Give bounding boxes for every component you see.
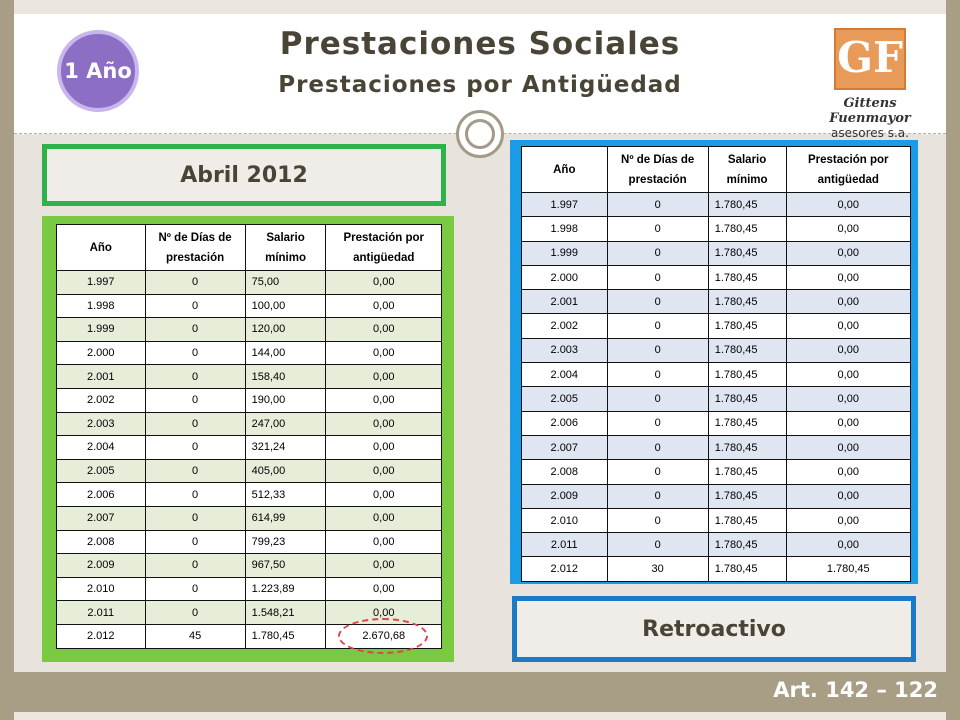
- table-row: [522, 338, 911, 362]
- benefit-cell: 0,00: [786, 338, 911, 362]
- days-cell: 0: [607, 241, 708, 265]
- days-cell: 0: [607, 265, 708, 289]
- table-row: [57, 318, 442, 342]
- benefit-cell: 1.780,45: [786, 557, 911, 581]
- benefit-cell: 0,00: [326, 530, 442, 554]
- benefit-cell: 2.670,68: [326, 624, 442, 648]
- benefit-cell: 0,00: [326, 459, 442, 483]
- benefit-cell: 0,00: [786, 411, 911, 435]
- year-cell: 2.009: [522, 484, 608, 508]
- year-cell: 2.010: [57, 577, 146, 601]
- benefit-cell: 0,00: [326, 412, 442, 436]
- salary-cell: 512,33: [245, 483, 326, 507]
- retroactivo-table: [521, 146, 911, 582]
- page-subtitle: Prestaciones por Antigüedad: [278, 72, 682, 98]
- table-row: [522, 314, 911, 338]
- table-row: [57, 341, 442, 365]
- highlight-circle: [338, 618, 428, 654]
- year-cell: 2.012: [522, 557, 608, 581]
- salary-cell: 1.548,21: [245, 601, 326, 625]
- days-cell: 0: [145, 577, 245, 601]
- benefit-cell: 0,00: [786, 193, 911, 217]
- days-cell: 45: [145, 624, 245, 648]
- salary-cell: 1.223,89: [245, 577, 326, 601]
- table-row: [57, 436, 442, 460]
- days-cell: 0: [607, 411, 708, 435]
- year-cell: 1.998: [57, 294, 146, 318]
- col-header-year: Año: [57, 225, 146, 271]
- benefit-cell: 0,00: [326, 554, 442, 578]
- days-cell: 0: [145, 318, 245, 342]
- col-header-days: Nº de Días de prestación: [607, 147, 708, 193]
- salary-cell: 1.780,45: [708, 484, 786, 508]
- salary-cell: 1.780,45: [708, 193, 786, 217]
- benefit-cell: 0,00: [326, 318, 442, 342]
- benefit-cell: 0,00: [786, 265, 911, 289]
- days-cell: 0: [145, 436, 245, 460]
- table-row: [522, 193, 911, 217]
- year-cell: 2.000: [522, 265, 608, 289]
- benefit-cell: 0,00: [786, 533, 911, 557]
- year-cell: 1.997: [522, 193, 608, 217]
- col-header-benefit: Prestación por antigüedad: [326, 225, 442, 271]
- benefit-cell: 0,00: [786, 508, 911, 532]
- salary-cell: 1.780,45: [708, 460, 786, 484]
- table-row: [522, 435, 911, 459]
- year-cell: 1.997: [57, 271, 146, 295]
- salary-cell: 321,24: [245, 436, 326, 460]
- salary-cell: 75,00: [245, 271, 326, 295]
- benefit-cell: 0,00: [786, 217, 911, 241]
- salary-cell: 120,00: [245, 318, 326, 342]
- table-row: [522, 484, 911, 508]
- table-header-row: [57, 225, 442, 271]
- salary-cell: 614,99: [245, 506, 326, 530]
- days-cell: 0: [607, 193, 708, 217]
- year-cell: 2.001: [57, 365, 146, 389]
- salary-cell: 144,00: [245, 341, 326, 365]
- days-cell: 0: [607, 435, 708, 459]
- salary-cell: 1.780,45: [708, 508, 786, 532]
- table-row: [522, 533, 911, 557]
- year-badge: 1 Año: [57, 30, 139, 112]
- right-frame-strip: [946, 0, 960, 720]
- benefit-cell: 0,00: [326, 601, 442, 625]
- table-row: [57, 483, 442, 507]
- days-cell: 0: [145, 388, 245, 412]
- year-cell: 2.007: [522, 435, 608, 459]
- year-cell: 2.004: [57, 436, 146, 460]
- salary-cell: 247,00: [245, 412, 326, 436]
- year-cell: 2.011: [522, 533, 608, 557]
- antiguedad-table: [56, 224, 442, 649]
- benefit-cell: 0,00: [786, 363, 911, 387]
- days-cell: 0: [607, 533, 708, 557]
- table-row: [57, 577, 442, 601]
- table-row: [57, 506, 442, 530]
- page-title: Prestaciones Sociales: [279, 26, 681, 62]
- year-cell: 2.005: [57, 459, 146, 483]
- days-cell: 0: [145, 271, 245, 295]
- table-row: [522, 460, 911, 484]
- days-cell: 0: [145, 341, 245, 365]
- days-cell: 0: [607, 387, 708, 411]
- benefit-cell: 0,00: [326, 506, 442, 530]
- days-cell: 0: [145, 412, 245, 436]
- retroactivo-label: Retroactivo: [512, 596, 916, 662]
- col-header-days: Nº de Días de prestación: [145, 225, 245, 271]
- days-cell: 0: [607, 484, 708, 508]
- benefit-cell: 0,00: [326, 388, 442, 412]
- table-row: [57, 271, 442, 295]
- days-cell: 0: [145, 365, 245, 389]
- ring-ornament-icon: [456, 110, 504, 158]
- salary-cell: 1.780,45: [708, 411, 786, 435]
- benefit-cell: 0,00: [786, 241, 911, 265]
- col-header-salary: Salario mínimo: [708, 147, 786, 193]
- benefit-cell: 0,00: [786, 435, 911, 459]
- table-row: [522, 363, 911, 387]
- days-cell: 0: [145, 506, 245, 530]
- year-cell: 2.006: [57, 483, 146, 507]
- days-cell: 0: [145, 530, 245, 554]
- days-cell: 0: [145, 601, 245, 625]
- col-header-year: Año: [522, 147, 608, 193]
- year-cell: 2.011: [57, 601, 146, 625]
- year-cell: 2.007: [57, 506, 146, 530]
- year-cell: 2.009: [57, 554, 146, 578]
- col-header-salary: Salario mínimo: [245, 225, 326, 271]
- col-header-benefit: Prestación por antigüedad: [786, 147, 911, 193]
- year-cell: 2.002: [57, 388, 146, 412]
- year-cell: 2.001: [522, 290, 608, 314]
- days-cell: 0: [607, 508, 708, 532]
- table-row: [522, 411, 911, 435]
- table-row: [57, 388, 442, 412]
- table-row: [57, 459, 442, 483]
- days-cell: 0: [607, 460, 708, 484]
- table-row: [57, 365, 442, 389]
- benefit-cell: 0,00: [326, 483, 442, 507]
- table-row: [57, 412, 442, 436]
- days-cell: 0: [145, 459, 245, 483]
- month-label: Abril 2012: [42, 144, 446, 206]
- salary-cell: 1.780,45: [708, 363, 786, 387]
- year-cell: 2.003: [522, 338, 608, 362]
- benefit-cell: 0,00: [786, 387, 911, 411]
- salary-cell: 799,23: [245, 530, 326, 554]
- salary-cell: 1.780,45: [708, 557, 786, 581]
- year-cell: 2.008: [57, 530, 146, 554]
- days-cell: 0: [607, 290, 708, 314]
- days-cell: 0: [607, 217, 708, 241]
- salary-cell: 1.780,45: [708, 265, 786, 289]
- year-cell: 2.004: [522, 363, 608, 387]
- logo-mark: GF: [834, 28, 906, 90]
- year-cell: 1.999: [522, 241, 608, 265]
- benefit-cell: 0,00: [326, 577, 442, 601]
- table-row: [522, 217, 911, 241]
- benefit-cell: 0,00: [326, 294, 442, 318]
- year-cell: 2.006: [522, 411, 608, 435]
- table-row: [522, 265, 911, 289]
- benefit-cell: 0,00: [326, 271, 442, 295]
- article-reference: Art. 142 – 122: [773, 678, 938, 702]
- salary-cell: 190,00: [245, 388, 326, 412]
- year-cell: 1.999: [57, 318, 146, 342]
- table-row: [522, 290, 911, 314]
- days-cell: 0: [145, 294, 245, 318]
- benefit-cell: 0,00: [786, 484, 911, 508]
- salary-cell: 1.780,45: [245, 624, 326, 648]
- year-cell: 2.003: [57, 412, 146, 436]
- table-row: [522, 241, 911, 265]
- year-cell: 1.998: [522, 217, 608, 241]
- days-cell: 0: [145, 483, 245, 507]
- table-row: [522, 508, 911, 532]
- year-cell: 2.002: [522, 314, 608, 338]
- salary-cell: 1.780,45: [708, 533, 786, 557]
- salary-cell: 1.780,45: [708, 338, 786, 362]
- benefit-cell: 0,00: [786, 314, 911, 338]
- year-cell: 2.000: [57, 341, 146, 365]
- table-row: [57, 530, 442, 554]
- year-cell: 2.008: [522, 460, 608, 484]
- days-cell: 0: [607, 363, 708, 387]
- salary-cell: 1.780,45: [708, 435, 786, 459]
- days-cell: 30: [607, 557, 708, 581]
- benefit-cell: 0,00: [786, 460, 911, 484]
- company-logo: [810, 28, 930, 140]
- salary-cell: 1.780,45: [708, 241, 786, 265]
- salary-cell: 405,00: [245, 459, 326, 483]
- days-cell: 0: [607, 314, 708, 338]
- benefit-cell: 0,00: [326, 365, 442, 389]
- salary-cell: 100,00: [245, 294, 326, 318]
- table-header-row: [522, 147, 911, 193]
- table-row: [522, 387, 911, 411]
- salary-cell: 158,40: [245, 365, 326, 389]
- salary-cell: 1.780,45: [708, 217, 786, 241]
- logo-subtitle: asesores s.a.: [831, 126, 909, 140]
- table-row: [57, 294, 442, 318]
- days-cell: 0: [145, 554, 245, 578]
- table-row: [522, 557, 911, 581]
- salary-cell: 1.780,45: [708, 290, 786, 314]
- salary-cell: 967,50: [245, 554, 326, 578]
- year-cell: 2.012: [57, 624, 146, 648]
- benefit-cell: 0,00: [786, 290, 911, 314]
- left-frame-strip: [0, 0, 14, 720]
- benefit-cell: 0,00: [326, 436, 442, 460]
- year-cell: 2.005: [522, 387, 608, 411]
- table-row: [57, 554, 442, 578]
- days-cell: 0: [607, 338, 708, 362]
- logo-name: Gittens Fuenmayor: [829, 96, 911, 126]
- year-cell: 2.010: [522, 508, 608, 532]
- salary-cell: 1.780,45: [708, 314, 786, 338]
- benefit-cell: 0,00: [326, 341, 442, 365]
- salary-cell: 1.780,45: [708, 387, 786, 411]
